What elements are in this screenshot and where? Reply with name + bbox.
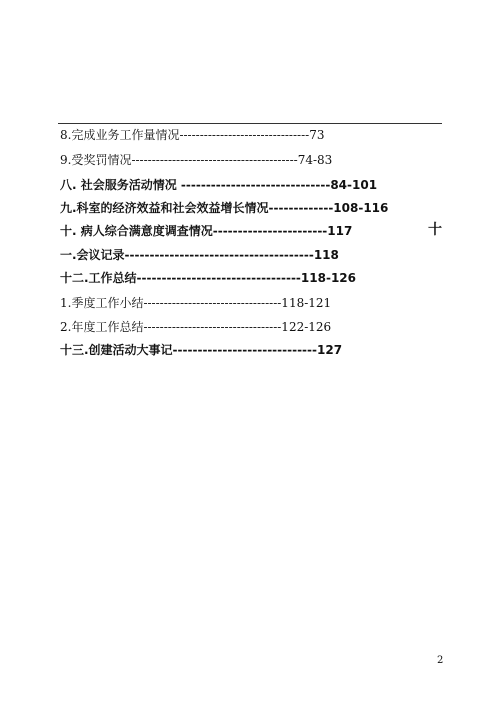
toc-entry-9: 9.受奖罚情况-----------------------------------------74-83 — [60, 153, 333, 167]
page-number: 2 — [437, 655, 444, 666]
toc-entry-meeting-records: 一.会议记录--------------------------------------118 — [60, 248, 339, 262]
toc-entry-section-13: 十三.创建活动大事记-----------------------------127 — [60, 343, 343, 357]
toc-entry-section-8: 八. 社会服务活动情况 ------------------------------84-101 — [60, 178, 378, 192]
toc-entry-section-10: 十. 病人综合满意度调查情况-----------------------117 — [60, 224, 353, 238]
toc-entry-quarterly-summary: 1.季度工作小结----------------------------------118-121 — [60, 296, 332, 310]
toc-entry-8: 8.完成业务工作量情况--------------------------------73 — [60, 128, 325, 142]
header-divider — [58, 123, 442, 124]
trailing-character: 十 — [428, 222, 442, 238]
toc-entry-section-12: 十二.工作总结---------------------------------118-126 — [60, 271, 356, 285]
toc-entry-section-9: 九.科室的经济效益和社会效益增长情况-------------108-116 — [60, 201, 389, 215]
toc-entry-annual-summary: 2.年度工作总结----------------------------------122-126 — [60, 320, 332, 334]
